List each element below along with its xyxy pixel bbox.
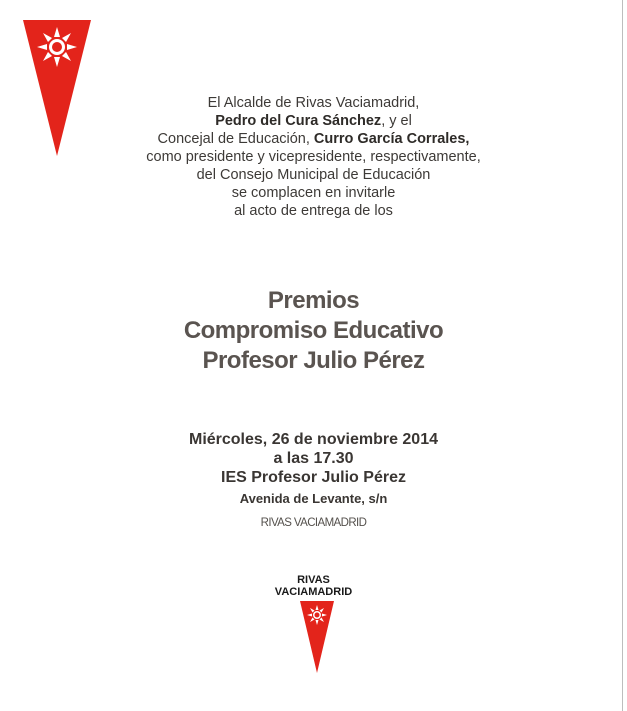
mayor-name: Pedro del Cura Sánchez xyxy=(215,113,382,129)
event-address: Avenida de Levante, s/n xyxy=(239,491,388,506)
intro-line-6: se complacen en invitarle xyxy=(231,185,396,201)
intro-line-3-prefix: Concejal de Educación, xyxy=(157,131,314,147)
intro-line-4: como presidente y vicepresidente, respectivamente, xyxy=(146,149,481,165)
logo-line-2: VACIAMADRID xyxy=(274,586,353,598)
event-city: RIVAS VACIAMADRID xyxy=(260,517,367,529)
councillor-name: Curro García Corrales, xyxy=(313,131,470,147)
title-line-2: Compromiso Educativo xyxy=(183,317,444,344)
intro-line-5: del Consejo Municipal de Educación xyxy=(196,167,431,183)
title-line-1: Premios xyxy=(267,287,360,314)
award-title xyxy=(0,286,627,376)
intro-line-2-suffix: , y el xyxy=(381,113,412,129)
intro-line-3 xyxy=(0,130,627,148)
intro-line-1: El Alcalde de Rivas Vaciamadrid, xyxy=(207,95,420,111)
intro-line-7: al acto de entrega de los xyxy=(234,203,393,219)
sun-pennant-icon xyxy=(300,601,334,673)
event-time: a las 17.30 xyxy=(273,450,354,467)
invitation-intro xyxy=(0,94,627,220)
logo-line-1: RIVAS xyxy=(297,574,330,586)
event-venue: IES Profesor Julio Pérez xyxy=(221,469,406,486)
event-details xyxy=(0,430,627,533)
municipal-logo-text xyxy=(0,574,627,598)
title-line-3: Profesor Julio Pérez xyxy=(202,347,425,374)
intro-line-2 xyxy=(0,112,627,130)
event-date: Miércoles, 26 de noviembre 2014 xyxy=(188,431,438,448)
